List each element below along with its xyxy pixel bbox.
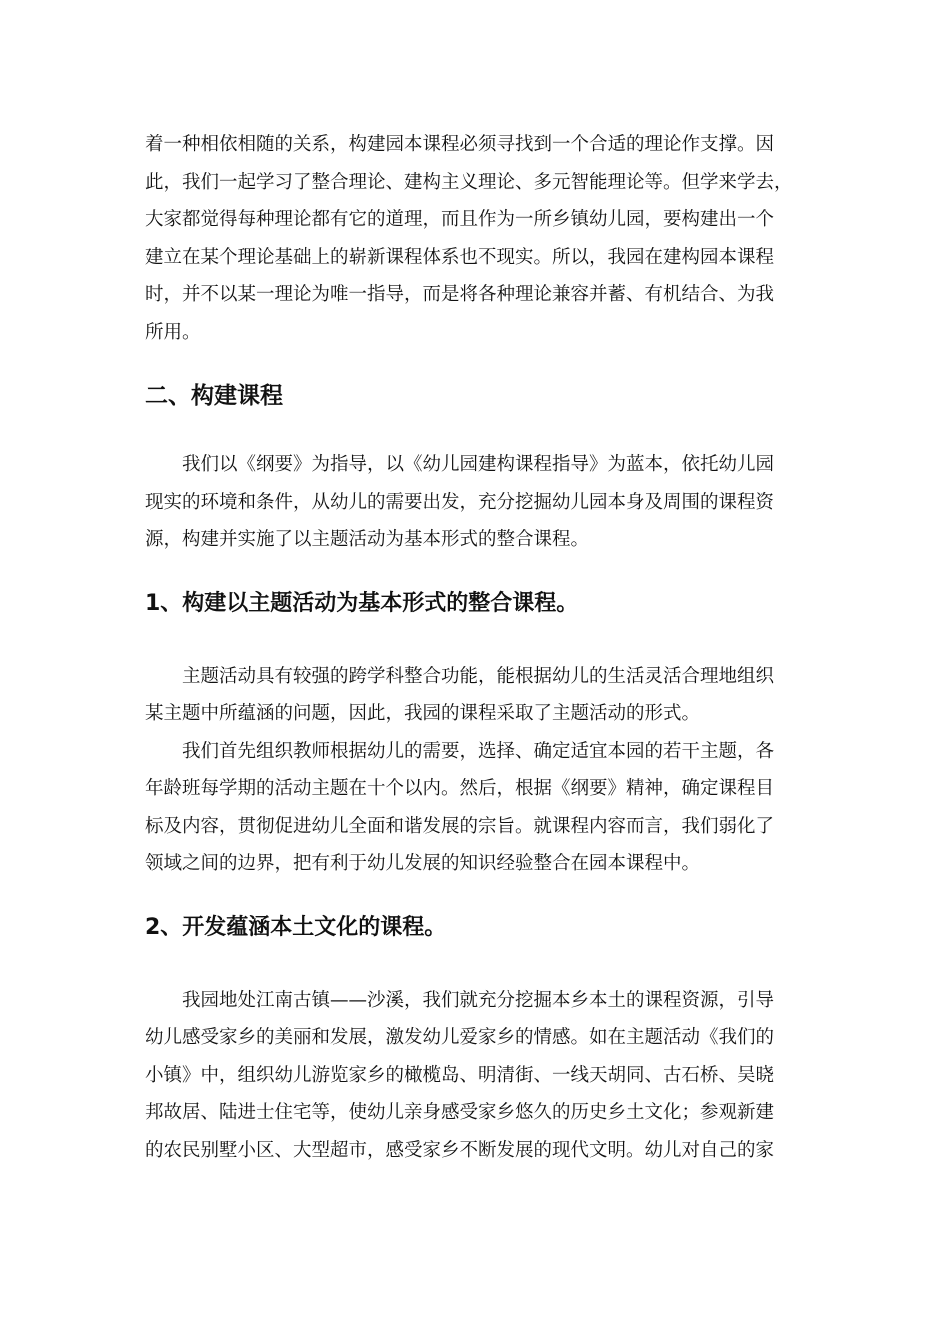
- text-line: 现实的环境和条件，从幼儿的需要出发，充分挖掘幼儿园本身及周围的课程资: [145, 491, 775, 513]
- text-line: 源，构建并实施了以主题活动为基本形式的整合课程。: [145, 529, 590, 550]
- text-line: 时，并不以某一理论为唯一指导，而是将各种理论兼容并蓄、有机结合、为我: [145, 284, 775, 305]
- subsection-heading: 2、开发蕴涵本土文化的课程。: [145, 914, 447, 940]
- text-line: 着一种相依相随的关系，构建园本课程必须寻找到一个合适的理论作支撑。因: [145, 134, 775, 155]
- text-line: 大家都觉得每种理论都有它的道理，而且作为一所乡镇幼儿园，要构建出一个: [145, 209, 775, 230]
- text-line: 所用。: [145, 321, 201, 343]
- text-line: 主题活动具有较强的跨学科整合功能，能根据幼儿的生活灵活合理地组织: [182, 665, 775, 687]
- text-line: 我园地处江南古镇——沙溪，我们就充分挖掘本乡本土的课程资源，引导: [182, 989, 775, 1011]
- text-line: 的农民别墅小区、大型超市，感受家乡不断发展的现代文明。幼儿对自己的家: [145, 1139, 775, 1161]
- text-line: 我们以《纲要》为指导，以《幼儿园建构课程指导》为蓝本，依托幼儿园: [182, 454, 775, 475]
- subsection-heading: 1、构建以主题活动为基本形式的整合课程。: [145, 590, 579, 616]
- text-line: 某主题中所蕴涵的问题，因此，我园的课程采取了主题活动的形式。: [145, 703, 701, 724]
- subsection-paragraph: [145, 733, 807, 883]
- text-line: 我们首先组织教师根据幼儿的需要，选择、确定适宜本园的若干主题，各: [182, 740, 775, 762]
- section-heading: 二、构建课程: [145, 383, 283, 409]
- text-line: 领域之间的边界，把有利于幼儿发展的知识经验整合在园本课程中。: [145, 853, 701, 874]
- text-line: 建立在某个理论基础上的崭新课程体系也不现实。所以，我园在建构园本课程: [145, 246, 775, 268]
- subsection-paragraph: [145, 658, 807, 733]
- text-line: 邦故居、陆进士住宅等，使幼儿亲身感受家乡悠久的历史乡土文化；参观新建: [145, 1102, 775, 1123]
- text-line: 幼儿感受家乡的美丽和发展，激发幼儿爱家乡的情感。如在主题活动《我们的: [145, 1027, 775, 1048]
- document-page: [145, 126, 807, 1169]
- text-line: 标及内容，贯彻促进幼儿全面和谐发展的宗旨。就课程内容而言，我们弱化了: [145, 815, 775, 837]
- intro-paragraph: [145, 126, 807, 351]
- text-line: 小镇》中，组织幼儿游览家乡的橄榄岛、明清街、一线天胡同、古石桥、吴晓: [145, 1064, 775, 1086]
- section-paragraph: [145, 446, 807, 559]
- text-line: 此，我们一起学习了整合理论、建构主义理论、多元智能理论等。但学来学去，: [145, 171, 793, 193]
- text-line: 年龄班每学期的活动主题在十个以内。然后，根据《纲要》精神，确定课程目: [145, 778, 775, 799]
- subsection-paragraph: [145, 982, 807, 1170]
